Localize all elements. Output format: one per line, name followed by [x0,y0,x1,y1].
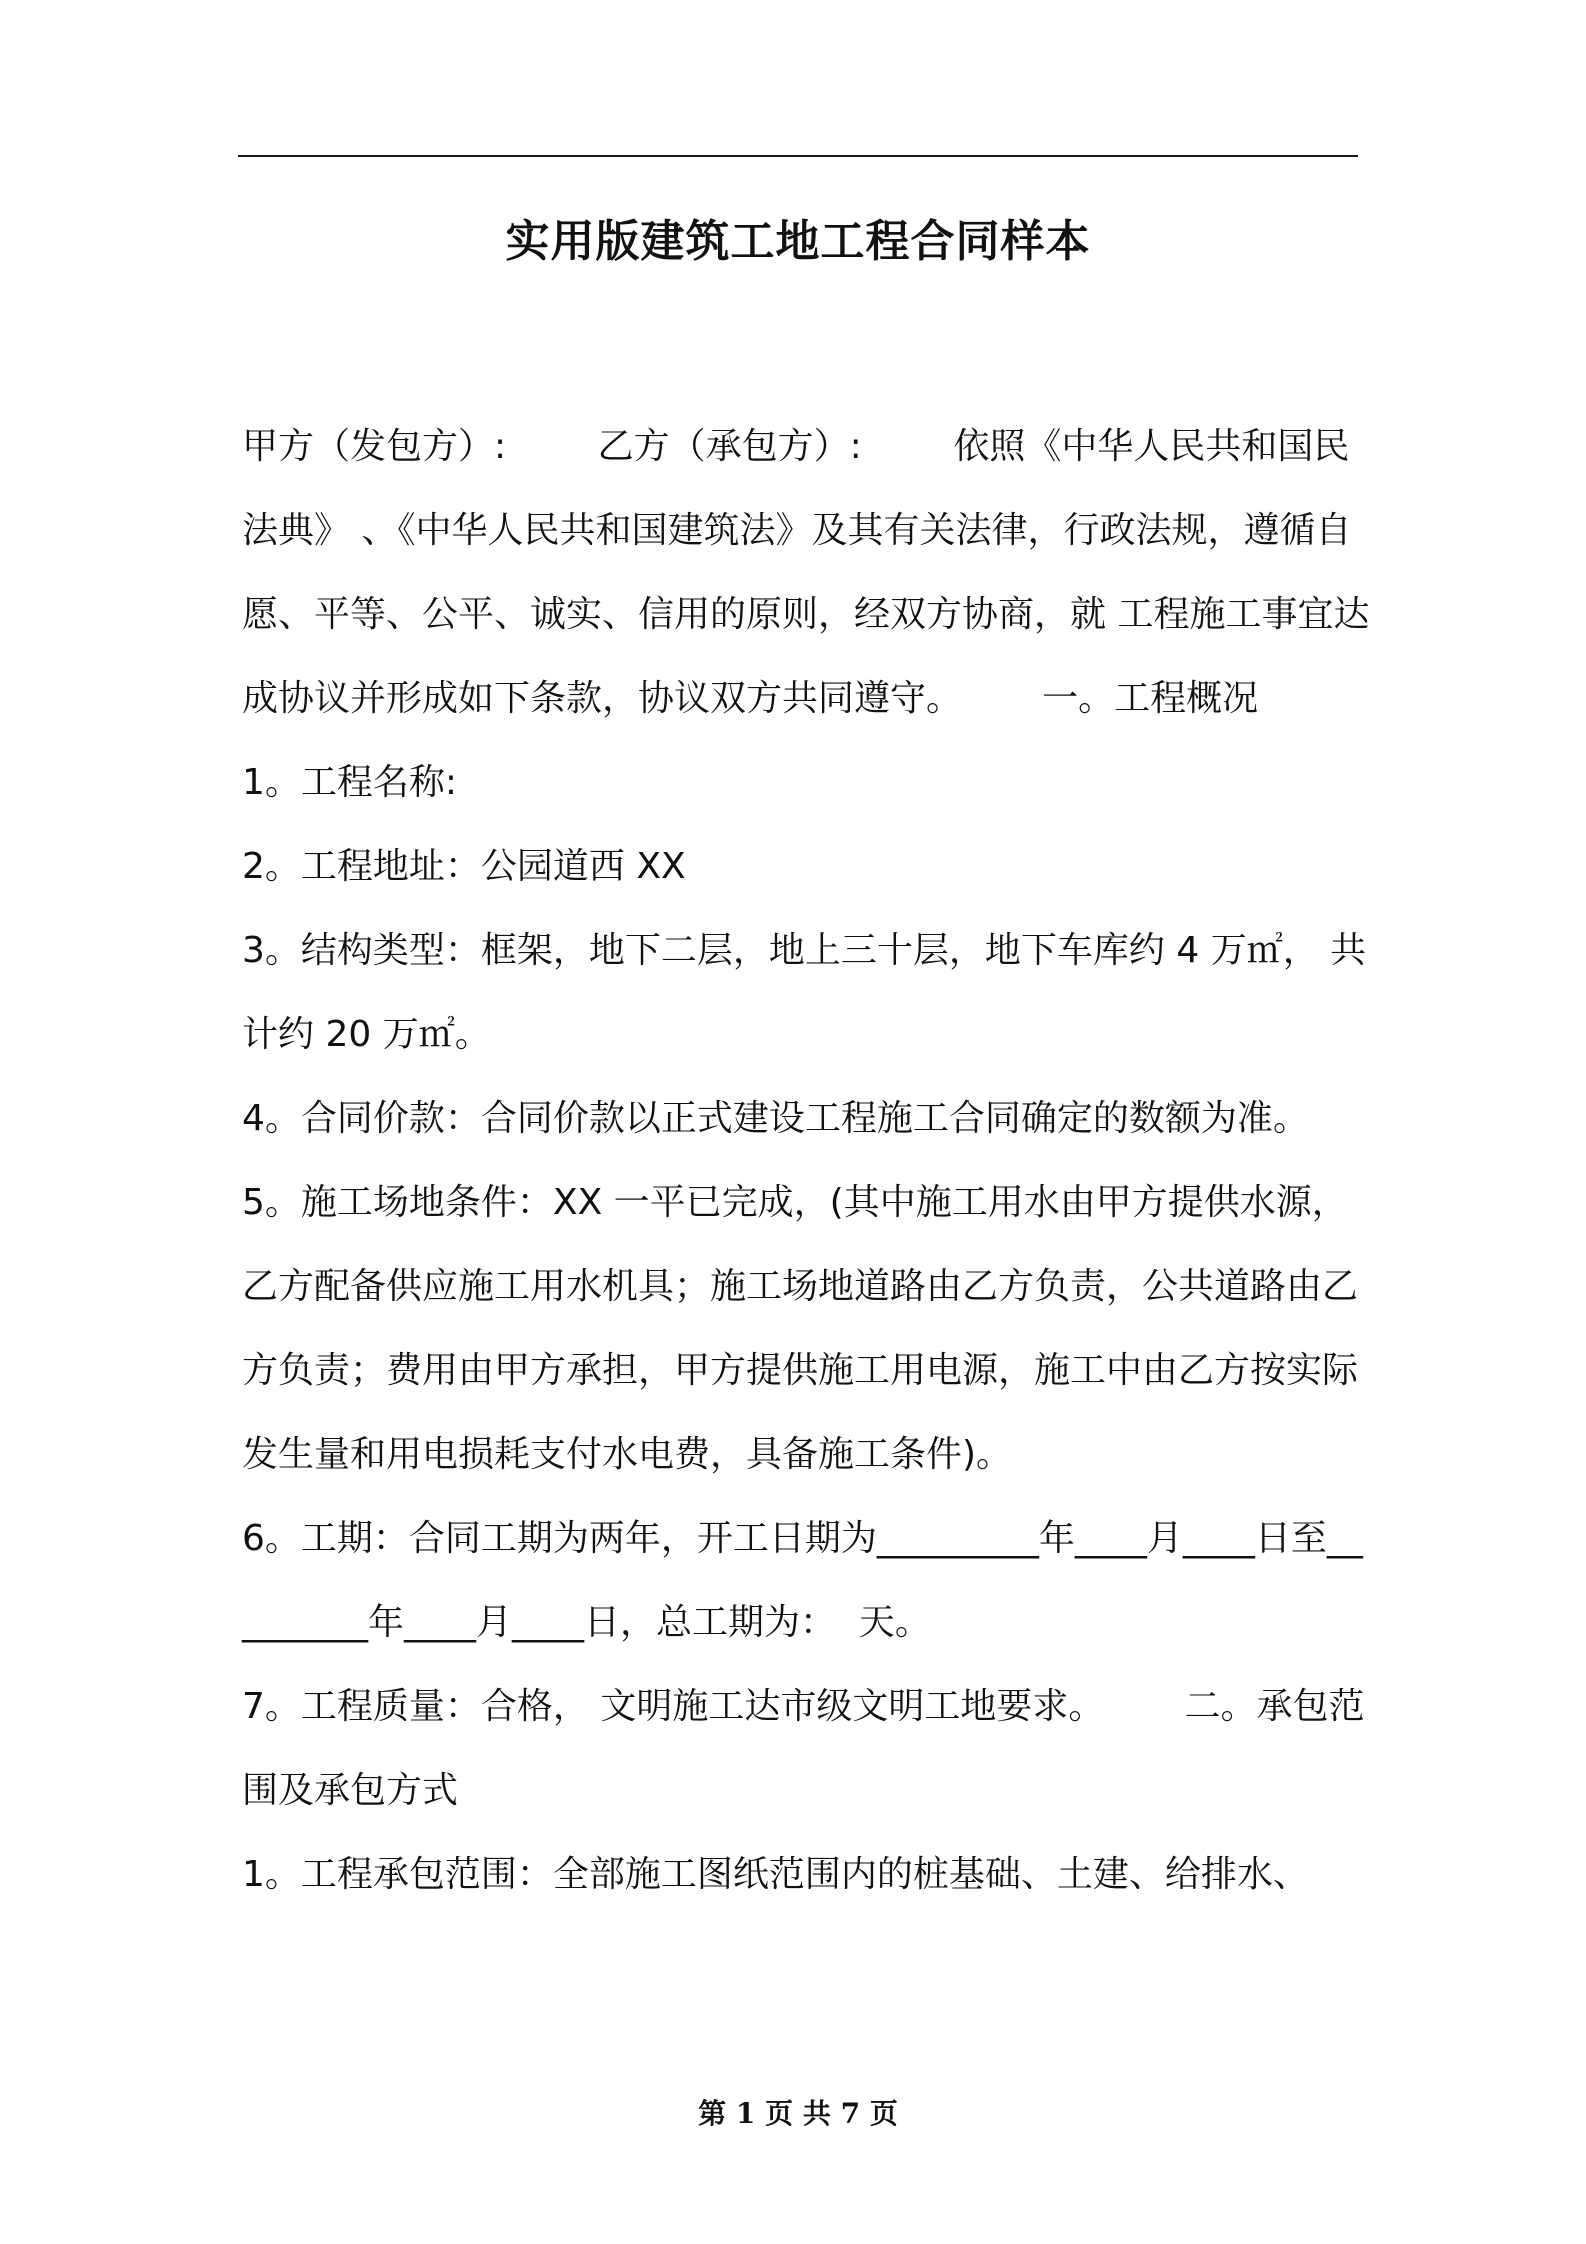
header-rule [238,155,1358,157]
document-title: 实用版建筑工地工程合同样本 [505,216,1091,267]
paragraph-preamble: 甲方（发包方）: 乙方（承包方）: 依照《中华人民共和国民法典》 、《中华人民共和国建筑法》及其有关法律，行政法规，遵循自愿、平等、公平、诚实、信用的原则，经双方协商，就 工程施工事宜达成协议并形成如下条款，协议双方共同遵守。 一。工程概况 [242,426,1370,719]
paragraph-site-conditions: 5。施工场地条件：XX 一平已完成，(其中施工用水由甲方提供水源，乙方配备供应施工用水机具；施工场地道路由乙方负责，公共道路由乙方负责；费用由甲方承担，甲方提供施工用电源，施工中由乙方按实际发生量和用电损耗支付水电费，具备施工条件)。 [242,1182,1359,1475]
paragraph-contract-price: 4。合同价款：合同价款以正式建设工程施工合同确定的数额为准。 [242,1098,1309,1139]
paragraph-scope: 1。工程承包范围：全部施工图纸范围内的桩基础、土建、给排水、 [242,1854,1309,1895]
paragraph-structure-type: 3。结构类型：框架，地下二层，地上三十层，地下车库约 4 万㎡， 共计约 20 万㎡。 [242,930,1367,1055]
paragraph-quality: 7。工程质量：合格， 文明施工达市级文明工地要求。 二。承包范围及承包方式 [242,1686,1365,1811]
page-footer: 第 1 页 共 7 页 [698,2097,898,2130]
paragraph-construction-period: 6。工期：合同工期为两年，开工日期为_________年____月____日至_________年____月____日，总工期为： 天。 [242,1518,1363,1643]
paragraph-project-address: 2。工程地址：公园道西 XX [242,846,686,887]
paragraph-project-name: 1。工程名称: [242,762,458,803]
document-body [242,405,1372,1917]
